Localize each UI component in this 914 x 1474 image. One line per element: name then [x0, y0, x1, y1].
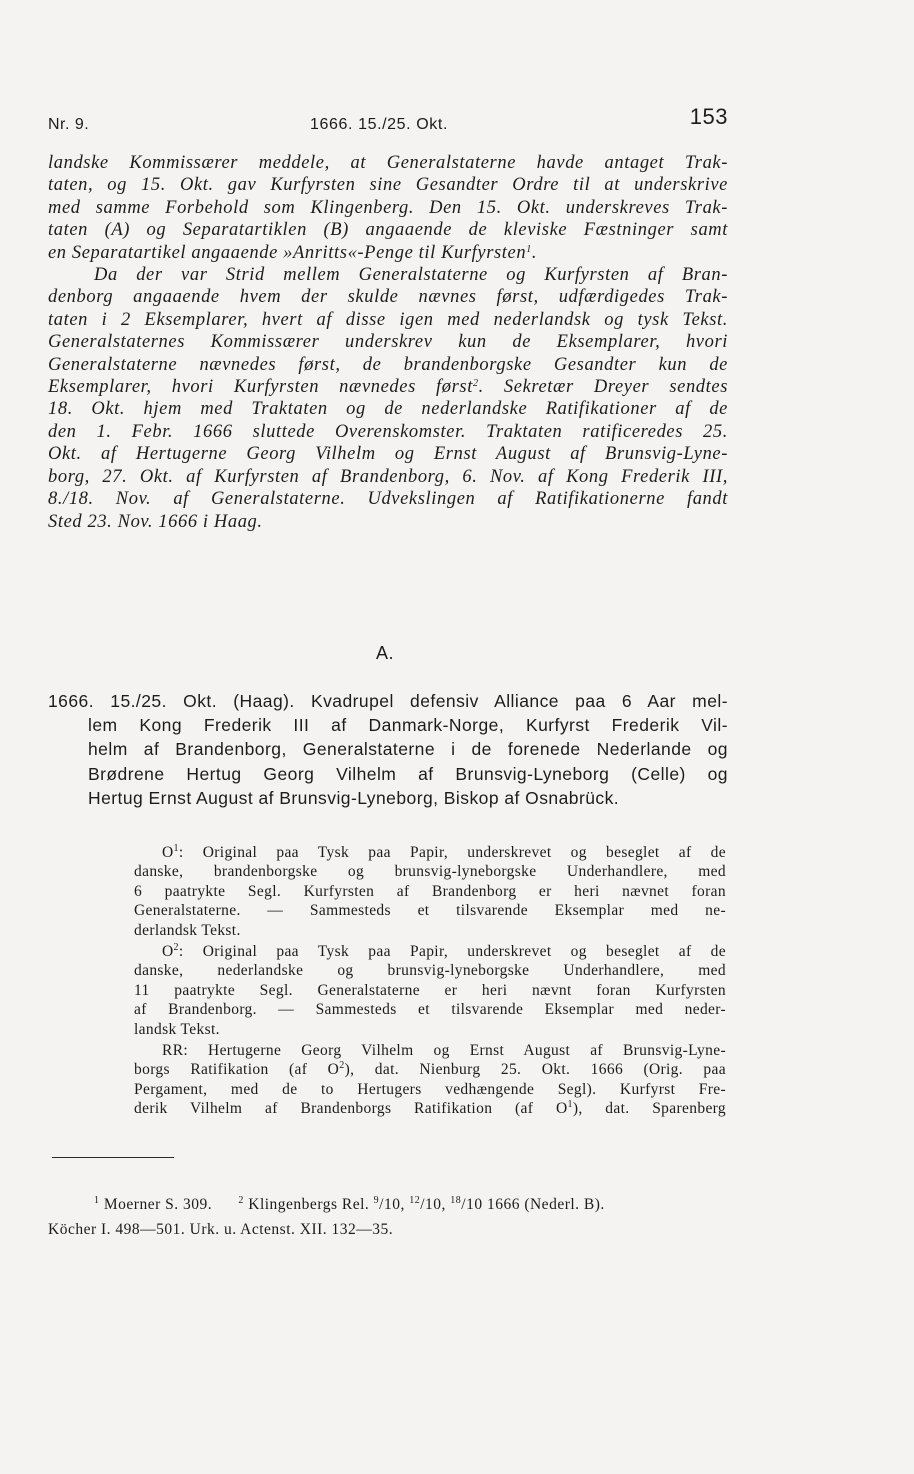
- text-line: 6 paatrykte Segl. Kurfyrsten af Brandenborg er heri nævnet foran: [134, 882, 726, 900]
- text-line: danske, brandenborgske og brunsvig-lyneborgske Underhandlere, med: [134, 863, 726, 881]
- text-line: danske, nederlandske og brunsvig-lyneborgske Underhandlere, med: [134, 962, 726, 980]
- text-line: derlandsk Tekst.: [134, 921, 241, 939]
- footnote-line: $^1$ Moerner S. 309. $^2$ Klingenbergs Rel. $^9$/10, $^{12}$/10, $^{18}$/10 1666 (Nederl. B).: [94, 1195, 605, 1213]
- text-line: landske Kommissærer meddele, at Generalstaterne havde antaget Trak-: [48, 153, 728, 173]
- text-line: Generalstaterne. — Sammesteds et tilsvarende Eksemplar med ne-: [134, 902, 726, 920]
- text-line: Da der var Strid mellem Generalstaterne og Kurfyrsten af Bran-: [94, 265, 728, 286]
- text-line: 11 paatrykte Segl. Generalstaterne er heri nævnt foran Kurfyrsten: [134, 981, 726, 999]
- text-line: med samme Forbehold som Klingenberg. Den 15. Okt. underskreves Trak-: [48, 197, 728, 218]
- text-line: taten, og 15. Okt. gav Kurfyrsten sine Gesandter Ordre til at underskrive: [48, 175, 728, 196]
- source-notes: [134, 843, 726, 1119]
- text-line: 18. Okt. hjem med Traktaten og de nederlandske Ratifikationer af de: [48, 399, 728, 420]
- text-line: helm af Brandenborg, Generalstaterne i de forenede Nederlande og: [88, 739, 728, 760]
- text-line: 8./18. Nov. af Generalstaterne. Udvekslingen af Ratifikationerne fandt: [48, 489, 728, 510]
- text-line: Eksemplarer, hvori Kurfyrsten nævnedes først$^2$. Sekretær Dreyer sendtes: [48, 377, 728, 398]
- text-line: af Brandenborg. — Sammesteds et tilsvarende Eksemplar med neder-: [134, 1001, 726, 1019]
- document-number: Nr. 9.: [48, 116, 90, 133]
- footnote-divider: [52, 1157, 174, 1158]
- introduction-text: [48, 152, 728, 533]
- page-header: [48, 104, 728, 144]
- running-date: 1666. 15./25. Okt.: [310, 116, 448, 133]
- text-line: RR: Hertugerne Georg Vilhelm og Ernst August af Brunsvig-Lyne-: [162, 1042, 726, 1060]
- text-line: Brødrene Hertug Georg Vilhelm af Brunsvig-Lyneborg (Celle) og: [88, 763, 728, 784]
- text-line: derik Vilhelm af Brandenborgs Ratifikation (af $O^1$), dat. Sparenberg: [134, 1099, 727, 1118]
- text-line: Generalstaterne nævnedes først, de brandenborgske Gesandter kun de: [48, 354, 728, 375]
- text-line: den 1. Febr. 1666 sluttede Overenskomster. Traktaten ratificeredes 25.: [48, 421, 728, 442]
- text-line: borgs Ratifikation (af $O^2$), dat. Nienburg 25. Okt. 1666 (Orig. paa: [134, 1060, 726, 1079]
- text-line: taten (A) og Separatartiklen (B) angaaende de kleviske Fæstninger samt: [48, 220, 728, 241]
- text-line: Pergament, med de to Hertugers vedhængende Segl). Kurfyrst Fre-: [134, 1080, 726, 1098]
- section-heading: A.: [375, 643, 394, 663]
- footnote-ref: 2: [472, 378, 479, 390]
- page-number: 153: [689, 104, 728, 129]
- text-line: lem Kong Frederik III af Danmark-Norge, Kurfyrst Frederik Vil-: [88, 715, 728, 736]
- footnote-ref: 1: [526, 243, 532, 255]
- text-line: 1666. 15./25. Okt. (Haag). Kvadrupel defensiv Alliance paa 6 Aar mel-: [48, 691, 728, 711]
- text-line: Hertug Ernst August af Brunsvig-Lyneborg, Biskop af Osnabrück.: [88, 787, 620, 808]
- text-line: borg, 27. Okt. af Kurfyrsten af Brandenborg, 6. Nov. af Kong Frederik III,: [48, 466, 728, 487]
- footnotes: [48, 1192, 728, 1242]
- text-line: Sted 23. Nov. 1666 i Haag.: [48, 511, 263, 532]
- text-line: denborg angaaende hvem der skulde nævnes først, udfærdigedes Trak-: [48, 287, 728, 308]
- treaty-title: [48, 689, 728, 810]
- text-line: $O^1$: Original paa Tysk paa Papir, underskrevet og beseglet af de: [162, 843, 726, 861]
- text-line: en Separatartikel angaaende »Anritts«-Penge til Kurfyrsten$^1$.: [48, 242, 538, 263]
- text-line: $O^2$: Original paa Tysk paa Papir, underskrevet og beseglet af de: [162, 942, 726, 961]
- text-line: landsk Tekst.: [134, 1020, 220, 1038]
- text-line: taten i 2 Eksemplarer, hvert af disse igen med nederlandsk og tysk Tekst.: [48, 309, 728, 330]
- text-line: Okt. af Hertugerne Georg Vilhelm og Ernst August af Brunsvig-Lyne-: [48, 444, 728, 465]
- footnote-line: Köcher I. 498—501. Urk. u. Actenst. XII. 132—35.: [48, 1221, 394, 1238]
- text-line: Generalstaternes Kommissærer underskrev kun de Eksemplarer, hvori: [48, 332, 728, 353]
